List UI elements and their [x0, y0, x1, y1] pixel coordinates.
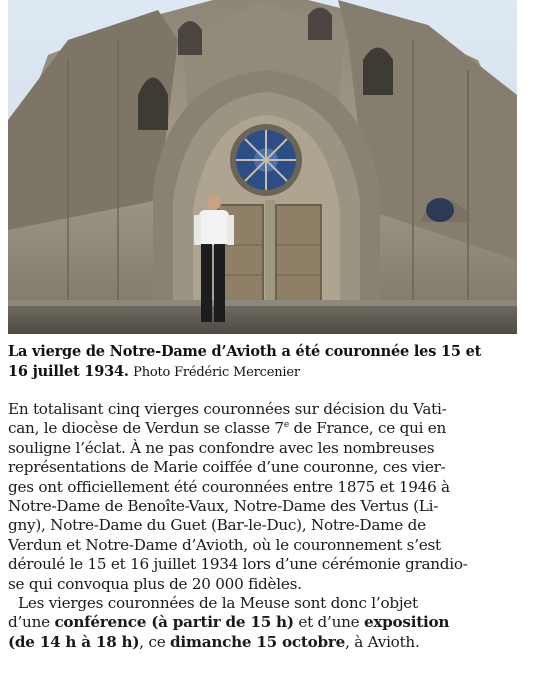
text-line: gny), Notre-Dame du Guet (Bar-le-Duc), Notre-Dame de [8, 516, 426, 535]
paragraph-2 [8, 594, 528, 652]
caption-date: 16 juillet 1934. [8, 363, 129, 380]
text-line: représentations de Marie coiffée d’une couronne, ces vier- [8, 458, 446, 477]
photo-credit: Photo Frédéric Mercenier [133, 365, 300, 380]
cathedral-photo [8, 0, 517, 334]
text-line: Verdun et Notre-Dame d’Avioth, où le couronnement s’est [8, 535, 441, 554]
text-line: (de 14 h à 18 h), ce dimanche 15 octobre, à Avioth. [8, 632, 420, 651]
text-line: Notre-Dame de Benoîte-Vaux, Notre-Dame des Vertus (Li- [8, 497, 439, 516]
text-line: d’une conférence (à partir de 15 h) et d’une exposition [8, 613, 450, 632]
text-line: Les vierges couronnées de la Meuse sont donc l’objet [18, 594, 418, 613]
text-line: déroulé le 15 et 16 juillet 1934 lors d’une cérémonie grandio- [8, 555, 468, 574]
article-body [8, 400, 528, 652]
caption-line-1: La vierge de Notre-Dame d’Avioth a été couronnée les 15 et [8, 343, 482, 360]
text-line: souligne l’éclat. À ne pas confondre avec les nombreuses [8, 438, 435, 457]
photo-caption [8, 342, 523, 383]
text-line: can, le diocèse de Verdun se classe 7e de France, ce qui en [8, 419, 447, 438]
text-line: En totalisant cinq vierges couronnées sur décision du Vati- [8, 400, 447, 418]
text-line: se qui convoqua plus de 20 000 fidèles. [8, 574, 302, 593]
text-line: ges ont officiellement été couronnées entre 1875 et 1946 à [8, 477, 450, 496]
paragraph-1 [8, 400, 528, 594]
